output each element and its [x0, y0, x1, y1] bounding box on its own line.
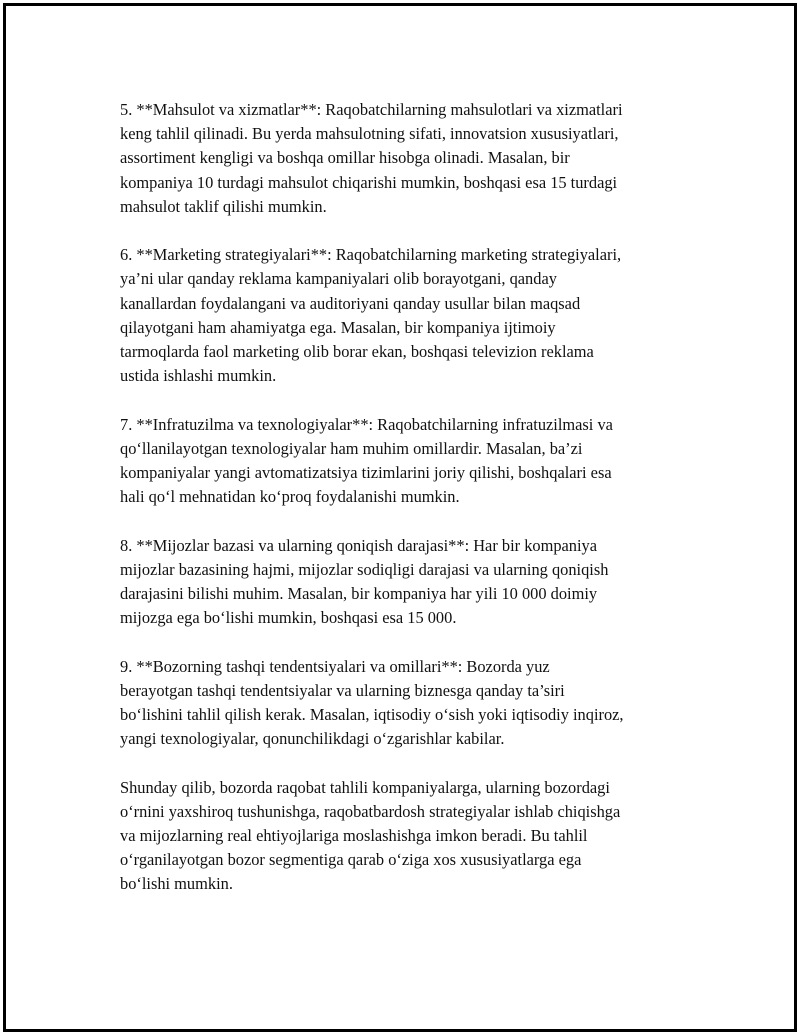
text-line: qilayotgani ham ahamiyatga ega. Masalan, bir kompaniya ijtimoiy	[120, 317, 556, 337]
document-body	[120, 98, 700, 921]
text-line: keng tahlil qilinadi. Bu yerda mahsulotning sifati, innovatsion xususiyatlari,	[120, 124, 619, 144]
page-frame	[3, 3, 797, 1032]
text-line: berayotgan tashqi tendentsiyalar va ularning biznesga qanday ta’siri	[120, 680, 565, 700]
text-line: mahsulot taklif qilishi mumkin.	[120, 196, 327, 216]
text-line: o‘rnini yaxshiroq tushunishga, raqobatbardosh strategiyalar ishlab chiqishga	[120, 801, 621, 821]
text-line: qo‘llanilayotgan texnologiyalar ham muhim omillardir. Masalan, ba’zi	[120, 438, 583, 458]
paragraph-marketing-strategies	[120, 243, 700, 388]
text-line: 9. **Bozorning tashqi tendentsiyalari va omillari**: Bozorda yuz	[120, 656, 550, 676]
text-line: yangi texnologiyalar, qonunchilikdagi o‘zgarishlar kabilar.	[120, 729, 505, 749]
text-line: 8. **Mijozlar bazasi va ularning qoniqish darajasi**: Har bir kompaniya	[120, 535, 598, 555]
text-line: bo‘lishini tahlil qilish kerak. Masalan, iqtisodiy o‘sish yoki iqtisodiy inqiroz,	[120, 705, 624, 725]
text-line: hali qo‘l mehnatidan ko‘proq foydalanishi mumkin.	[120, 487, 460, 507]
text-line: Shunday qilib, bozorda raqobat tahlili kompaniyalarga, ularning bozordagi	[120, 777, 610, 797]
paragraph-customer-base	[120, 534, 700, 631]
text-line: darajasini bilishi muhim. Masalan, bir kompaniya har yili 10 000 doimiy	[120, 584, 598, 604]
text-line: o‘rganilayotgan bozor segmentiga qarab o‘ziga xos xususiyatlarga ega	[120, 850, 582, 870]
text-line: va mijozlarning real ehtiyojlariga moslashishga imkon beradi. Bu tahlil	[120, 826, 588, 846]
text-line: kompaniyalar yangi avtomatizatsiya tizimlarini joriy qilishi, boshqalari esa	[120, 463, 612, 483]
text-line: mijozlar bazasining hajmi, mijozlar sodiqligi darajasi va ularning qoniqish	[120, 559, 609, 579]
text-line: assortiment kengligi va boshqa omillar hisobga olinadi. Masalan, bir	[120, 148, 570, 168]
paragraph-conclusion	[120, 776, 700, 897]
text-line: mijozga ega bo‘lishi mumkin, boshqasi esa 15 000.	[120, 608, 457, 628]
paragraph-products-services	[120, 98, 700, 219]
text-line: bo‘lishi mumkin.	[120, 874, 233, 894]
text-line: kanallardan foydalangani va auditoriyani qanday usullar bilan maqsad	[120, 293, 581, 313]
text-line: ustida ishlashi mumkin.	[120, 366, 277, 386]
text-line: tarmoqlarda faol marketing olib borar ekan, boshqasi televizion reklama	[120, 342, 594, 362]
paragraph-infrastructure	[120, 413, 700, 510]
text-line: 7. **Infratuzilma va texnologiyalar**: Raqobatchilarning infratuzilmasi va	[120, 414, 613, 434]
text-line: ya’ni ular qanday reklama kampaniyalari olib borayotgani, qanday	[120, 269, 557, 289]
text-line: 6. **Marketing strategiyalari**: Raqobatchilarning marketing strategiyalari,	[120, 245, 622, 265]
text-line: kompaniya 10 turdagi mahsulot chiqarishi mumkin, boshqasi esa 15 turdagi	[120, 172, 618, 192]
text-line: 5. **Mahsulot va xizmatlar**: Raqobatchilarning mahsulotlari va xizmatlari	[120, 100, 623, 119]
paragraph-external-trends	[120, 655, 700, 752]
